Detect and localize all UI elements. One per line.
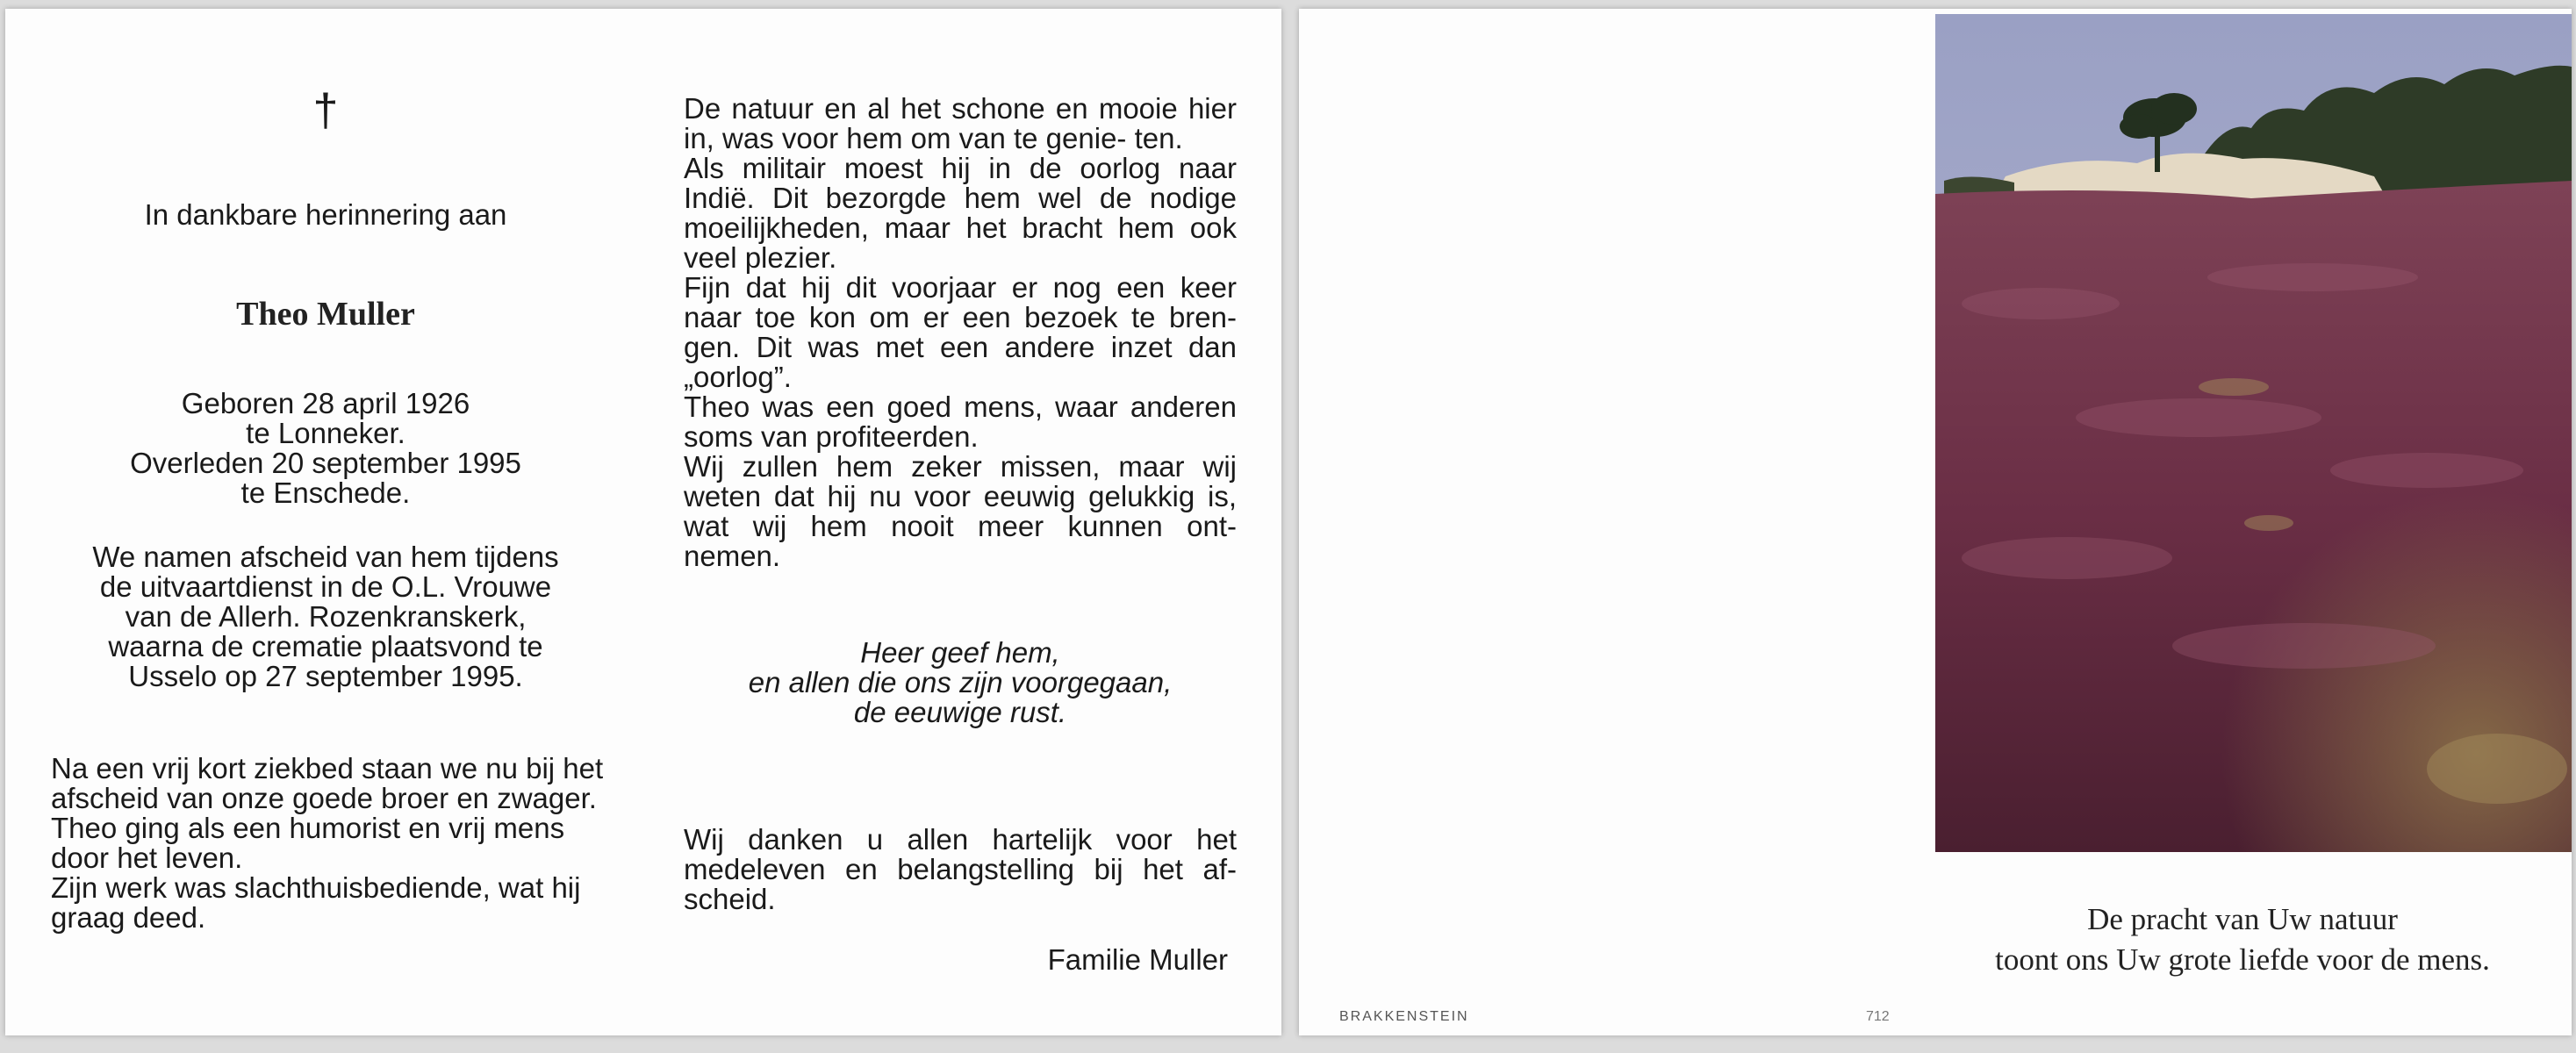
card-number: 712 <box>1866 1009 1890 1024</box>
prayer-line: de eeuwige rust. <box>853 696 1067 728</box>
heath-landscape-photo <box>1935 14 2572 852</box>
nature-paragraph: Wij zullen hem zeker missen, maar wij weten dat hij nu voor eeuwig gelukkig is, wat wij hem nooit meer kunnen ont- nemen. <box>684 450 1237 572</box>
prayer-line: Heer geef hem, <box>860 636 1060 669</box>
thanks-text: Wij danken u allen hartelijk voor het medeleven en belangstelling bij het af- scheid. <box>684 823 1237 915</box>
nature-paragraph: Fijn dat hij dit voorjaar er nog een keer naar toe kon om er een bezoek te bren- gen. Dit was met een andere inzet dan „oorlog”. <box>684 271 1237 393</box>
dates-line: Geboren 28 april 1926 <box>181 387 470 419</box>
deceased-name: Theo Muller <box>236 296 415 333</box>
memorial-card-inside <box>5 9 1281 1035</box>
life-dates <box>40 389 611 508</box>
memorial-card-outside <box>1299 9 2572 1035</box>
life-story <box>51 754 613 933</box>
publisher-mark: BRAKKENSTEIN <box>1339 1009 1469 1024</box>
photo-caption <box>1913 899 2572 980</box>
dates-line: te Lonneker. <box>246 417 405 449</box>
prayer-line: en allen die ons zijn voorgegaan, <box>748 666 1173 698</box>
dates-line: te Enschede. <box>240 476 411 509</box>
intro-text: In dankbare herinnering aan <box>144 198 507 231</box>
prayer <box>684 638 1237 727</box>
funeral-line: Usselo op 27 september 1995. <box>128 660 523 692</box>
family-signature: Familie Muller <box>1047 943 1228 976</box>
funeral-line: waarna de crematie plaatsvond te <box>108 630 543 663</box>
funeral-line: de uitvaartdienst in de O.L. Vrouwe <box>99 570 552 603</box>
caption-line: toont ons Uw grote liefde voor de mens. <box>1995 942 2490 977</box>
nature-text <box>684 94 1237 571</box>
story-paragraph: Zijn werk was slachthuisbediende, wat hij graag deed. <box>51 871 581 934</box>
funeral-info <box>40 542 611 691</box>
cross-icon: † <box>312 85 339 136</box>
story-paragraph: Na een vrij kort ziekbed staan we nu bij het afscheid van onze goede broer en zwager. <box>51 752 604 814</box>
dates-line: Overleden 20 september 1995 <box>130 447 521 479</box>
heath-landscape-image <box>1935 14 2572 852</box>
funeral-line: We namen afscheid van hem tijdens <box>92 541 559 573</box>
funeral-line: van de Allerh. Rozenkranskerk, <box>125 600 527 633</box>
nature-paragraph: Theo was een goed mens, waar anderen soms van profiteerden. <box>684 390 1237 453</box>
nature-paragraph: De natuur en al het schone en mooie hier in, was voor hem om van te genie- ten. <box>684 92 1237 154</box>
nature-paragraph: Als militair moest hij in de oorlog naar Indië. Dit bezorgde hem wel de nodige moeilijkheden, maar het bracht hem ook veel plezier. <box>684 152 1237 274</box>
caption-line: De pracht van Uw natuur <box>2087 902 2398 936</box>
story-paragraph: Theo ging als een humorist en vrij mens door het leven. <box>51 812 565 874</box>
